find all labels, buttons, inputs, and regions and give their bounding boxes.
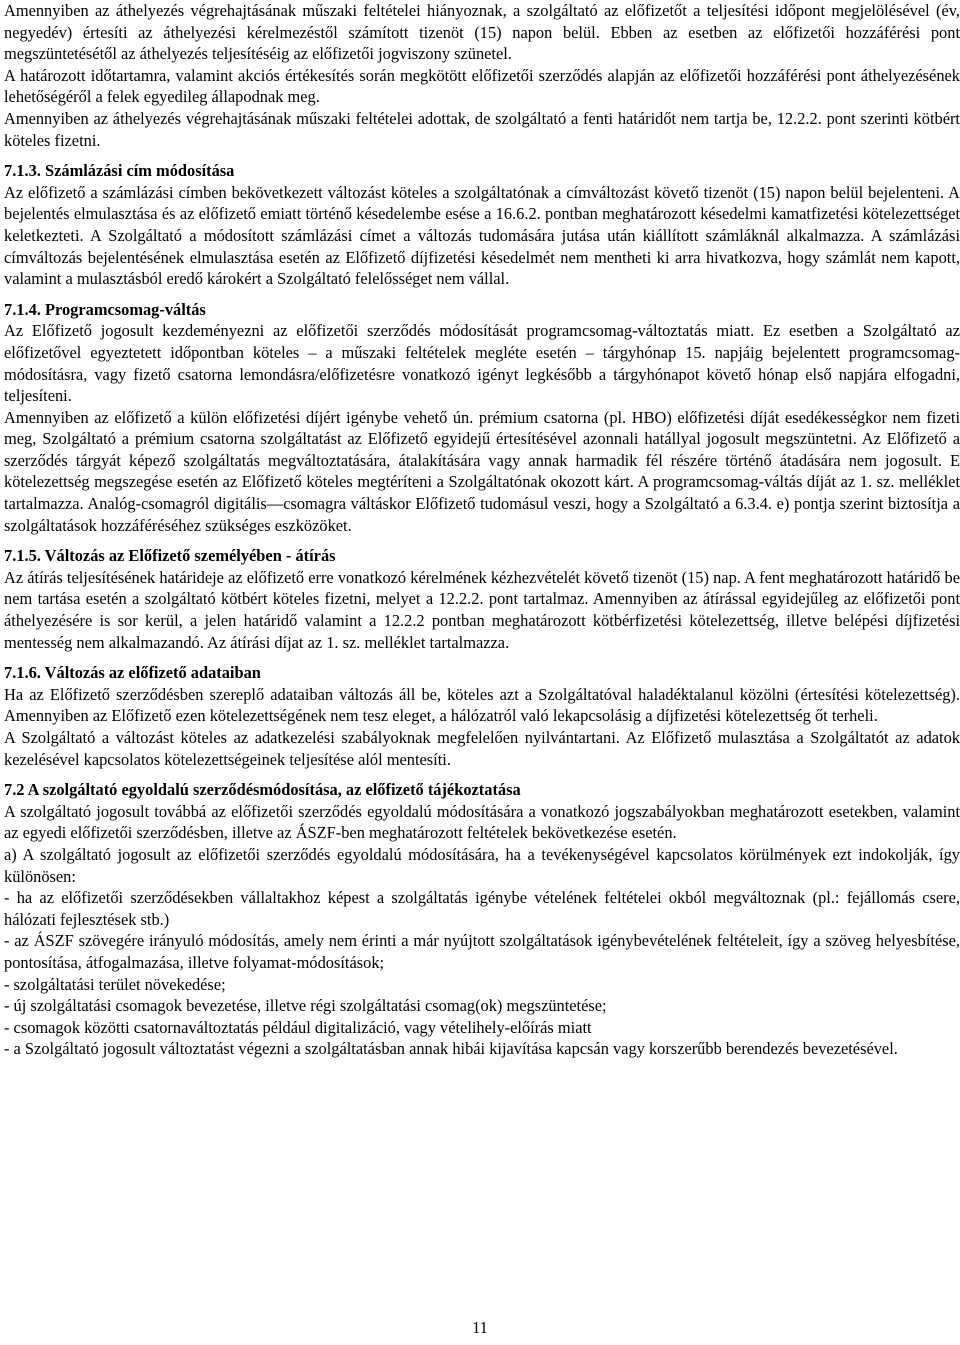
page-number: 11 [472, 1318, 488, 1337]
list-item: - csomagok közötti csatornaváltoztatás például digitalizáció, vagy vételihely-előírás miatt [4, 1017, 592, 1037]
section-heading-7-1-4: 7.1.4. Programcsomag-váltás [4, 299, 206, 319]
section-7-1-6-paragraph-2: A Szolgáltató a változást köteles az adatkezelési szabályoknak megfelelően nyilvántartani. Az Előfizető mulasztása a Szolgáltatót az adatok kezelésével kapcsolatos kötelezettségeinek teljesítése alól mentesíti. [4, 728, 960, 769]
document-page [4, 0, 960, 1060]
section-heading-7-1-3: 7.1.3. Számlázási cím módosítása [4, 161, 235, 181]
section-heading-7-1-5: 7.1.5. Változás az Előfizető személyében - átírás [4, 546, 336, 566]
intro-paragraph-2: A határozott időtartamra, valamint akciós értékesítés során megkötött előfizetői szerződés alapján az előfizetői hozzáférési pont áthelyezésének lehetőségéről a felek egyedileg állapodnak meg. [4, 65, 960, 107]
section-7-1-4-paragraph-1: Az Előfizető jogosult kezdeményezni az előfizetői szerződés módosítását programcsomag-változtatás miatt. Ez esetben a Szolgáltató az előfizetővel egyeztetett időpontban köteles – a műszaki feltételek megléte esetén – tárgyhónap 15. napjáig bejelentett programcsomag-módosításra, vagy fizető csatorna lemondásra/előfizetésre vonatkozó igényt legkésőbb a tárgyhónapot követő hónap első napjára elfogadni, teljesíteni. [4, 321, 960, 406]
list-item: - szolgáltatási terület növekedése; [4, 974, 226, 994]
section-7-2-paragraph-2: a) A szolgáltató jogosult az előfizetői szerződés egyoldalú módosítására, ha a tevékenységével kapcsolatos körülmények ezt indokolják, így különösen: [4, 844, 960, 886]
section-7-1-3-paragraph: Az előfizető a számlázási címben bekövetkezett változást köteles a szolgáltatónak a címváltozást követő tizenöt (15) napon belül bejelenteni. A bejelentés elmulasztása és az előfizető emiatt történő késedelembe esése a 16.6.2. pontban meghatározott késedelmi kamatfizetési kötelezettséget keletkezteti. A Szolgáltató a módosított számlázási címet a változás tudomására jutása után kiállított számláknál alkalmazza. A számlázási címváltozás bejelentésének elmulasztása esetén az Előfizető díjfizetési késedelmét nem mentheti ki arra hivatkozva, hogy számlát nem kapott, valamint a mulasztásból eredő károkért a Szolgáltató felelősséget nem vállal. [4, 182, 960, 289]
list-item: - ha az előfizetői szerződésekben vállaltakhoz képest a szolgáltatás igénybe vételének feltételei okból megváltoznak (pl.: fejállomás csere, hálózati fejlesztések stb.) [4, 888, 960, 929]
list-item: - az ÁSZF szövegére irányuló módosítás, amely nem érinti a már nyújtott szolgáltatások igénybevételének feltételeit, így a szöveg helyesbítése, pontosítása, átfogalmazása, illetve folyamat-módosítások; [4, 931, 960, 972]
section-heading-7-2: 7.2 A szolgáltató egyoldalú szerződésmódosítása, az előfizető tájékoztatása [4, 780, 521, 800]
section-7-1-6-paragraph-1: Ha az Előfizető szerződésben szereplő adataiban változás áll be, köteles azt a Szolgáltatóval haladéktalanul közölni (értesítési kötelezettség). Amennyiben az Előfizető ezen kötelezettségének nem tesz eleget, a hálózatról való lekapcsolásig a díjfizetési kötelezettség őt terheli. [4, 684, 960, 726]
intro-paragraph-3: Amennyiben az áthelyezés végrehajtásának műszaki feltételei adottak, de szolgáltató a fenti határidőt nem tartja be, 12.2.2. pont szerinti kötbért köteles fizetni. [4, 108, 960, 150]
section-7-1-4-paragraph-2: Amennyiben az előfizető a külön előfizetési díjért igénybe vehető ún. prémium csatorna (pl. HBO) előfizetési díját esedékességkor nem fizeti meg, Szolgáltató a prémium csatorna szolgáltatást az Előfizető egyidejű értesítésével azonnali hatállyal jogosult megszüntetni. Az Előfizető a szerződés tárgyát képező szolgáltatás megváltoztatására, átalakítására vagy annak harmadik fél részére történő átadására nem jogosult. E kötelezettség megszegése esetén az Előfizető köteles megtéríteni a Szolgáltatónak okozott kárt. A programcsomag-váltás díját az 1. sz. melléklet tartalmazza. Analóg-csomagról digitális—csomagra váltáskor Előfizető tudomásul veszi, hogy a Szolgáltató a 6.3.4. e) pontja szerint biztosítja a szolgáltatások hozzáféréséhez szükséges eszközöket. [4, 407, 960, 535]
list-item: - a Szolgáltató jogosult változtatást végezni a szolgáltatásban annak hibái kijavítása kapcsán vagy korszerűbb berendezés bevezetésével. [4, 1039, 898, 1059]
section-7-2-paragraph-1: A szolgáltató jogosult továbbá az előfizetői szerződés egyoldalú módosítására a vonatkozó jogszabályokban meghatározott esetekben, valamint az egyedi előfizetői szerződésben, illetve az ÁSZF-ben meghatározott feltételek bekövetkezése esetén. [4, 801, 960, 843]
list-item: - új szolgáltatási csomagok bevezetése, illetve régi szolgáltatási csomag(ok) megszüntetése; [4, 996, 607, 1016]
section-heading-7-1-6: 7.1.6. Változás az előfizető adataiban [4, 663, 261, 683]
section-7-1-5-paragraph: Az átírás teljesítésének határideje az előfizető erre vonatkozó kérelmének kézhezvételét követő tizenöt (15) nap. A fent meghatározott határidő be nem tartása esetén a szolgáltató kötbért köteles fizetni, melyet a 12.2.2. pont tartalmaz. Amennyiben az átírással egyidejűleg az előfizetői pont áthelyezésére is sor kerül, a jelen határidő valamint a 12.2.2 pontban meghatározott kötbérfizetési kötelezettség, illetve belépési díjfizetési mentesség nem alkalmazandó. Az átírási díjat az 1. sz. melléklet tartalmazza. [4, 567, 960, 652]
intro-paragraph-1: Amennyiben az áthelyezés végrehajtásának műszaki feltételei hiányoznak, a szolgáltató az előfizetőt a teljesítési időpont megjelölésével (év, negyedév) értesíti az áthelyezési kérelmezéstől számított tizenöt (15) napon belül. Ebben az esetben az előfizetői hozzáférési pont megszüntetésétől az áthelyezés teljesítéséig az előfizetői jogviszony szünetel. [4, 1, 960, 64]
